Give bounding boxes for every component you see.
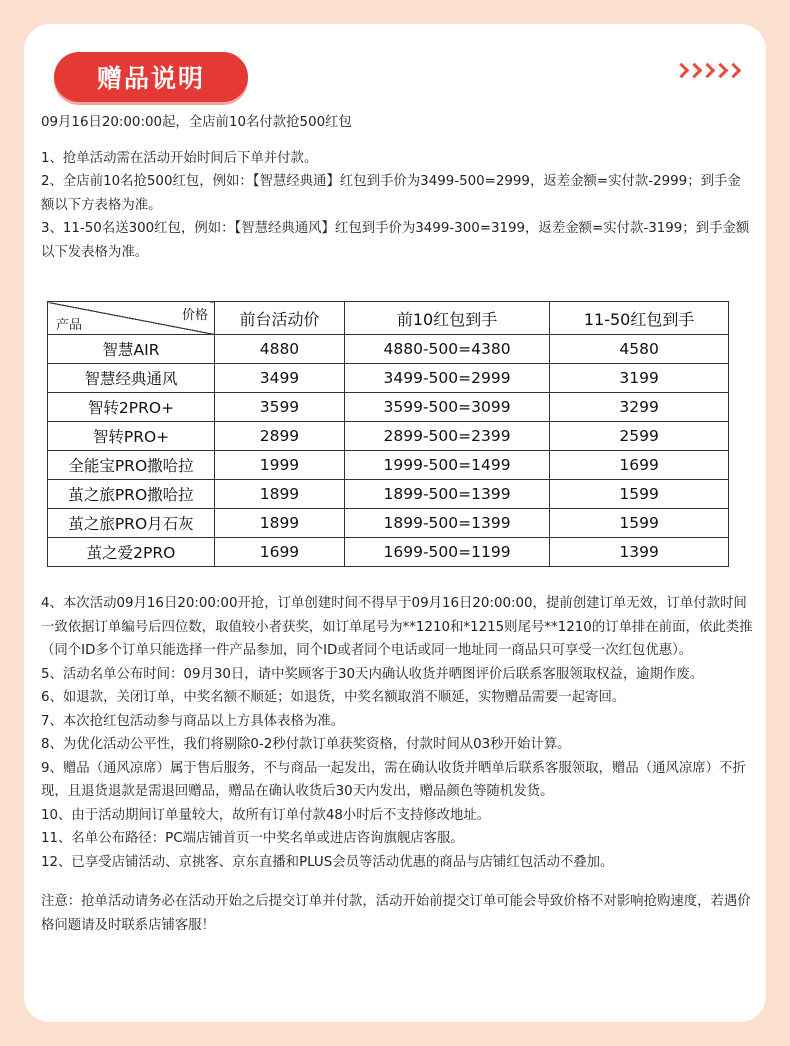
- top50-cell: 4580: [550, 335, 729, 364]
- rule-10: 10、由于活动期间订单量较大，故所有订单付款48小时后不支持修改地址。: [41, 807, 491, 823]
- product-name: 智慧AIR: [48, 335, 215, 364]
- table-row: [48, 364, 729, 393]
- price-cell: 3599: [215, 393, 345, 422]
- product-name: 茧之爱2PRO: [48, 538, 215, 567]
- top50-cell: 3199: [550, 364, 729, 393]
- table-row: [48, 335, 729, 364]
- top50-cell: 1599: [550, 509, 729, 538]
- table-row: [48, 422, 729, 451]
- intro-block: [41, 111, 753, 264]
- top50-cell: 3299: [550, 393, 729, 422]
- rule-6: 6、如退款，关闭订单，中奖名额不顺延；如退货，中奖名额取消不顺延，实物赠品需要一起寄回。: [41, 690, 626, 705]
- table-row: [48, 509, 729, 538]
- table-row: [48, 538, 729, 567]
- intro-text: 09月16日20:00:00起，全店前10名付款抢500红包: [41, 115, 352, 130]
- price-cell: 3499: [215, 364, 345, 393]
- rule-5: 5、活动名单公布时间：09月30日，请中奖顾客于30天内确认收货并晒图评价后联系客服领取权益，逾期作废。: [41, 666, 704, 682]
- price-cell: 1899: [215, 509, 345, 538]
- rule-11: 11、名单公布路径：PC端店铺首页一中奖名单或进店咨询旗舰店客服。: [41, 831, 464, 846]
- note-text: 注意：抢单活动请务必在活动开始之后提交订单并付款，活动开始前提交订单可能会导致价格不对影响抢购速度，若遇价格问题请及时联系店铺客服！: [41, 894, 751, 933]
- price-cell: 1699: [215, 538, 345, 567]
- top10-cell: 3599-500=3099: [344, 393, 549, 422]
- price-cell: 1999: [215, 451, 345, 480]
- chevron-right-icon: [675, 62, 740, 78]
- price-cell: 1899: [215, 480, 345, 509]
- table-row: [48, 480, 729, 509]
- top10-cell: 4880-500=4380: [344, 335, 549, 364]
- rule-3: 3、11-50名送300红包，例如：【智慧经典通风】红包到手价为3499-300=3199，返差金额=实付款-3199；到手金额以下发表格为准。: [41, 221, 750, 260]
- price-cell: 4880: [215, 335, 345, 364]
- column-header-top10: 前10红包到手: [344, 302, 549, 335]
- rule-12: 12、已享受店铺活动、京挑客、京东直播和PLUS会员等活动优惠的商品与店铺红包活动不叠加。: [41, 854, 614, 870]
- column-header-price: 前台活动价: [215, 302, 345, 335]
- table-row: [48, 451, 729, 480]
- rule-1: 1、抢单活动需在活动开始时间后下单并付款。: [41, 150, 318, 166]
- top50-cell: 2599: [550, 422, 729, 451]
- rule-7: 7、本次抢红包活动参与商品以上方具体表格为准。: [41, 713, 345, 729]
- table-corner-cell: [48, 302, 215, 335]
- chevron-right-icon: [728, 62, 740, 78]
- table-row: [48, 393, 729, 422]
- product-name: 智转PRO+: [48, 422, 215, 451]
- rule-2: 2、全店前10名抢500红包，例如：【智慧经典通】红包到手价为3499-500=2999，返差金额=实付款-2999；到手金额以下方表格为准。: [41, 174, 741, 213]
- top10-cell: 1899-500=1399: [344, 480, 549, 509]
- top50-cell: 1699: [550, 451, 729, 480]
- product-name: 智慧经典通风: [48, 364, 215, 393]
- top10-cell: 3499-500=2999: [344, 364, 549, 393]
- rule-8: 8、为优化活动公平性，我们将剔除0-2秒付款订单获奖资格，付款时间从03秒开始计算。: [41, 737, 571, 752]
- section-title: 赠品说明: [54, 52, 248, 102]
- rule-4: 4、本次活动09月16日20:00:00开抢，订单创建时间不得早于09月16日20:00:00，提前创建订单无效，订单付款时间一致依据订单编号后四位数，取值较小者获奖，如订单尾号为**1210和*1215则尾号**1210的订单排在前面，依此类推（同个ID多个订单只能选择一件产品参加，同个ID或者同个电话或同一地址同一商品只可享受一次红包优惠）。: [41, 596, 753, 658]
- top10-cell: 1699-500=1199: [344, 538, 549, 567]
- top50-cell: 1399: [550, 538, 729, 567]
- corner-product-label: 产品: [56, 318, 83, 333]
- top10-cell: 1999-500=1499: [344, 451, 549, 480]
- rule-9: 9、赠品（通风凉席）属于售后服务，不与商品一起发出，需在确认收货并晒单后联系客服领取，赠品（通风凉席）不折现，且退货退款是需退回赠品，赠品在确认收货后30天内发出，赠品颜色等随机发货。: [41, 760, 746, 799]
- column-header-top50: 11-50红包到手: [550, 302, 729, 335]
- product-name: 全能宝PRO撒哈拉: [48, 451, 215, 480]
- price-table: [47, 301, 729, 567]
- table-header-row: [48, 302, 729, 335]
- top10-cell: 1899-500=1399: [344, 509, 549, 538]
- top50-cell: 1599: [550, 480, 729, 509]
- product-name: 茧之旅PRO月石灰: [48, 509, 215, 538]
- corner-price-label: 价格: [181, 308, 208, 323]
- content-card: [24, 24, 766, 1022]
- product-name: 智转2PRO+: [48, 393, 215, 422]
- product-name: 茧之旅PRO撒哈拉: [48, 480, 215, 509]
- top10-cell: 2899-500=2399: [344, 422, 549, 451]
- rules-block: [41, 592, 753, 937]
- price-cell: 2899: [215, 422, 345, 451]
